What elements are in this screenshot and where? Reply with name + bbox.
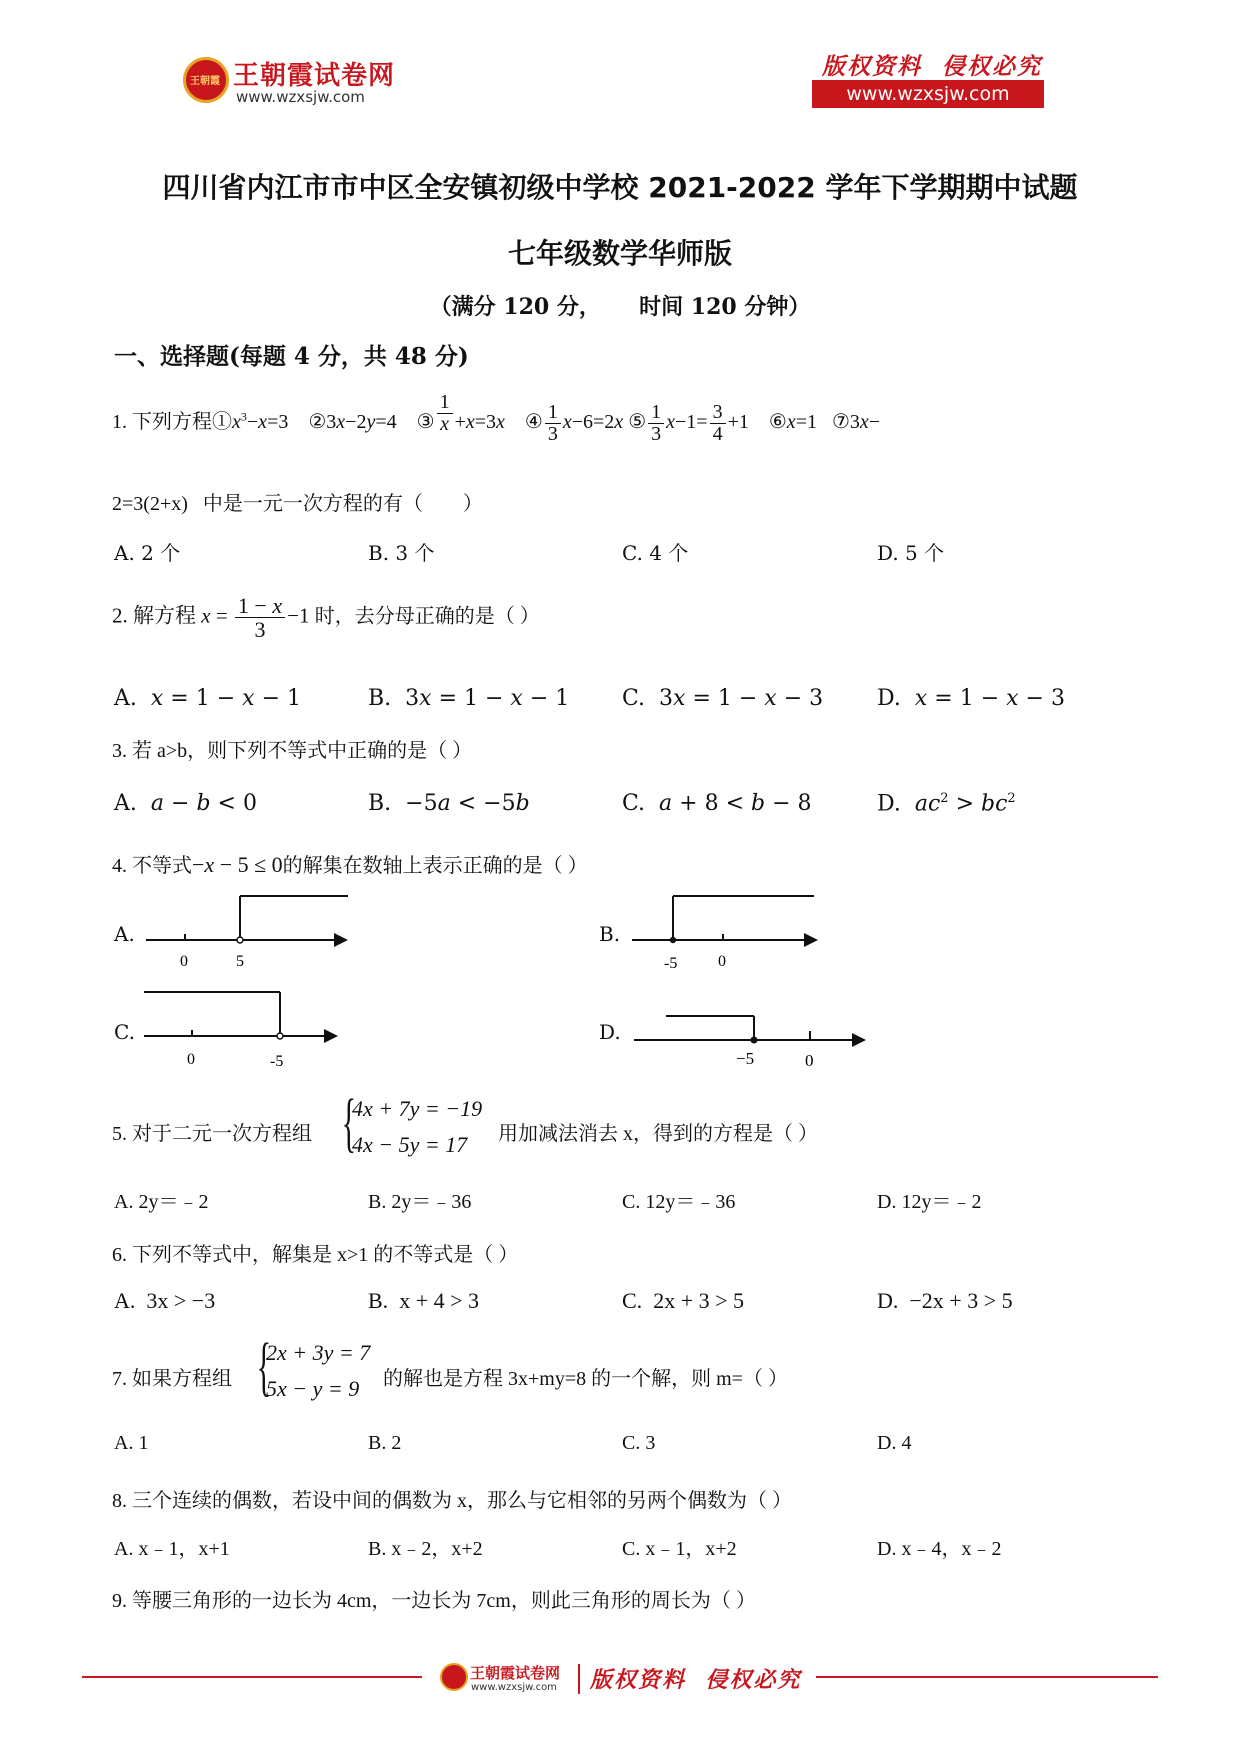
q7-eq1: 2x + 3y = 7 [266,1340,371,1365]
q2-option-d[interactable]: D. x = 1 − x − 3 [877,686,1065,711]
q6-option-c[interactable] [622,1288,744,1314]
q8-option-c[interactable]: C. x﹣1，x+2 [622,1538,737,1560]
q7-option-a[interactable]: A. 1 [114,1432,149,1454]
question-5-prefix: 5. 对于二元一次方程组 [112,1123,312,1145]
question-3: 3. 若 a>b，则下列不等式中正确的是（ ） [112,740,473,762]
q4-option-b[interactable]: B. [599,922,621,946]
q7-option-d[interactable]: D. 4 [877,1432,912,1454]
question-5-suffix: 用加减法消去 x，得到的方程是（ ） [498,1123,818,1145]
question-2: 2. 解方程 x = $\frac{1 - x}{3}$ −1 时，去分母正确的是（ ） [112,593,540,643]
q4-b-tick-0: 0 [718,953,726,970]
q7-option-b[interactable]: B. 2 [368,1432,402,1454]
q8-option-b[interactable]: B. x﹣2，x+2 [368,1538,483,1560]
footer-copyright: 版权资料 侵权必究 [590,1667,802,1693]
q4-c-tick-neg5: -5 [270,1053,284,1069]
q5-eq1: 4x + 7y = −19 [352,1096,483,1121]
q6-option-d-label: D. [877,1288,899,1313]
q8-option-a[interactable]: A. x﹣1，x+1 [114,1538,230,1560]
q5-option-b[interactable]: B. 2y＝﹣36 [368,1191,472,1213]
q1-option-a[interactable]: A. 2 个 [114,541,181,565]
q2-option-c-label: C. [622,686,646,711]
question-1: 1. 下列方程$①x^3-x=3$ ②3x−2y=4 ③ $\frac{1}{x}$ +x=3x ④ $\frac{1}{3}$ x−6=2x ⑤ $\frac{1}{3}$ x−1= $\frac{3}{4}$ +1 ⑥x=1 ⑦3x− [112,391,881,445]
q4-number-line-c[interactable] [140,984,350,1069]
q2-option-b-label: B. [368,686,392,711]
q1-option-b[interactable]: B. 3 个 [368,541,435,565]
q4-option-d[interactable]: D. [599,1020,621,1044]
q4-a-tick-0: 0 [180,953,188,970]
q2-option-a-label: A. [114,686,137,711]
q3-option-b[interactable]: B. −5a < −5b [368,791,530,816]
q1-option-d[interactable]: D. 5 个 [877,541,945,565]
q5-brace: { [341,1086,356,1159]
q4-option-a[interactable]: A. [114,922,135,946]
footer-logo-icon [440,1663,468,1691]
q7-option-c[interactable]: C. 3 [622,1432,656,1454]
footer-line-right [816,1676,1158,1678]
q3-option-d[interactable]: D. $ac^2 > bc^2$ [877,791,1016,817]
exam-score-time: （满分 120 分， 时间 120 分钟） [429,294,811,320]
q4-d-tick-0: 0 [805,1051,814,1070]
question-1-line2: 2=3(2+x) 中是一元一次方程的有（ ） [112,493,483,515]
q6-option-a-expr: 3x > −3 [146,1288,216,1313]
footer-divider [578,1664,580,1694]
q3-option-c[interactable]: C. a + 8 < b − 8 [622,791,812,816]
question-7-suffix: 的解也是方程 3x+my=8 的一个解，则 m=（ ） [383,1368,788,1390]
question-9: 9. 等腰三角形的一边长为 4cm，一边长为 7cm，则此三角形的周长为（ ） [112,1590,756,1612]
q2-prefix: 2. 解方程 [112,603,196,628]
q5-option-d[interactable]: D. 12y＝﹣2 [877,1191,982,1213]
q3-option-a-label: A. [114,791,137,816]
q5-eq2: 4x − 5y = 17 [352,1132,468,1157]
q4-number-line-d[interactable] [630,1004,875,1074]
q6-option-a[interactable] [114,1288,215,1314]
question-4: 4. 不等式−x − 5 ≤ 0的解集在数轴上表示正确的是（ ） [112,852,588,877]
q6-option-b-expr: x + 4 > 3 [399,1288,480,1313]
q4-c-tick-0: 0 [187,1051,195,1068]
q6-option-a-label: A. [114,1288,136,1313]
brand-url: www.wzxsjw.com [236,88,365,106]
exam-title: 四川省内江市市中区全安镇初级中学校 2021-2022 学年下学期期中试题 [162,171,1078,204]
q2-option-b[interactable]: B. 3x = 1 − x − 1 [368,686,570,711]
q7-eq2: 5x − y = 9 [266,1376,360,1401]
copyright-notice: 版权资料 侵权必究 [822,53,1043,80]
q2-suffix: 时，去分母正确的是（ ） [314,605,540,628]
q2-option-a[interactable]: A. x = 1 − x − 1 [114,686,301,711]
q4-d-tick-neg5: −5 [736,1049,755,1068]
q6-option-c-expr: 2x + 3 > 5 [653,1288,745,1313]
copyright-url: www.wzxsjw.com [812,80,1044,108]
exam-subtitle: 七年级数学华师版 [507,237,732,270]
q6-option-d-expr: −2x + 3 > 5 [909,1288,1013,1313]
q4-option-c[interactable]: C. [114,1020,135,1044]
q6-option-c-label: C. [622,1288,643,1313]
q4-a-tick-5: 5 [236,953,244,970]
q3-option-c-label: C. [622,791,646,816]
brand-logo-text: 王朝霞 [190,76,220,87]
question-8: 8. 三个连续的偶数，若设中间的偶数为 x，那么与它相邻的另两个偶数为（ ） [112,1490,792,1512]
q3-option-d-label: D. [877,791,901,817]
question-6: 6. 下列不等式中，解集是 x>1 的不等式是（ ） [112,1244,519,1266]
footer-brand-name: 王朝霞试卷网 [470,1664,561,1682]
q6-option-b-label: B. [368,1288,389,1313]
q8-option-d[interactable]: D. x﹣4，x﹣2 [877,1538,1002,1560]
q1-prefix: 1. 下列方程① [112,411,232,433]
q3-option-b-label: B. [368,791,392,816]
q6-option-b[interactable] [368,1288,479,1314]
q4-number-line-b[interactable] [628,890,828,970]
q4-suffix: 的解集在数轴上表示正确的是（ ） [282,855,588,877]
footer-brand-url: www.wzxsjw.com [471,1682,557,1693]
footer-line-left [82,1676,422,1678]
question-7-prefix: 7. 如果方程组 [112,1368,232,1390]
q4-b-tick-neg5: -5 [664,955,678,970]
q7-brace: { [256,1330,271,1403]
q4-prefix: 4. 不等式 [112,855,192,877]
q2-option-c[interactable]: C. 3x = 1 − x − 3 [622,686,824,711]
q5-option-a[interactable]: A. 2y＝﹣2 [114,1191,209,1213]
section-heading: 一、选择题(每题 4 分，共 48 分) [114,343,469,370]
q4-number-line-a[interactable] [140,890,360,970]
q6-option-d[interactable] [877,1288,1013,1314]
q3-option-a[interactable]: A. a − b < 0 [114,791,257,816]
q1-option-c[interactable]: C. 4 个 [622,541,689,565]
q5-option-c[interactable]: C. 12y＝﹣36 [622,1191,736,1213]
brand-name: 王朝霞试卷网 [233,61,396,91]
q2-option-d-label: D. [877,686,901,711]
